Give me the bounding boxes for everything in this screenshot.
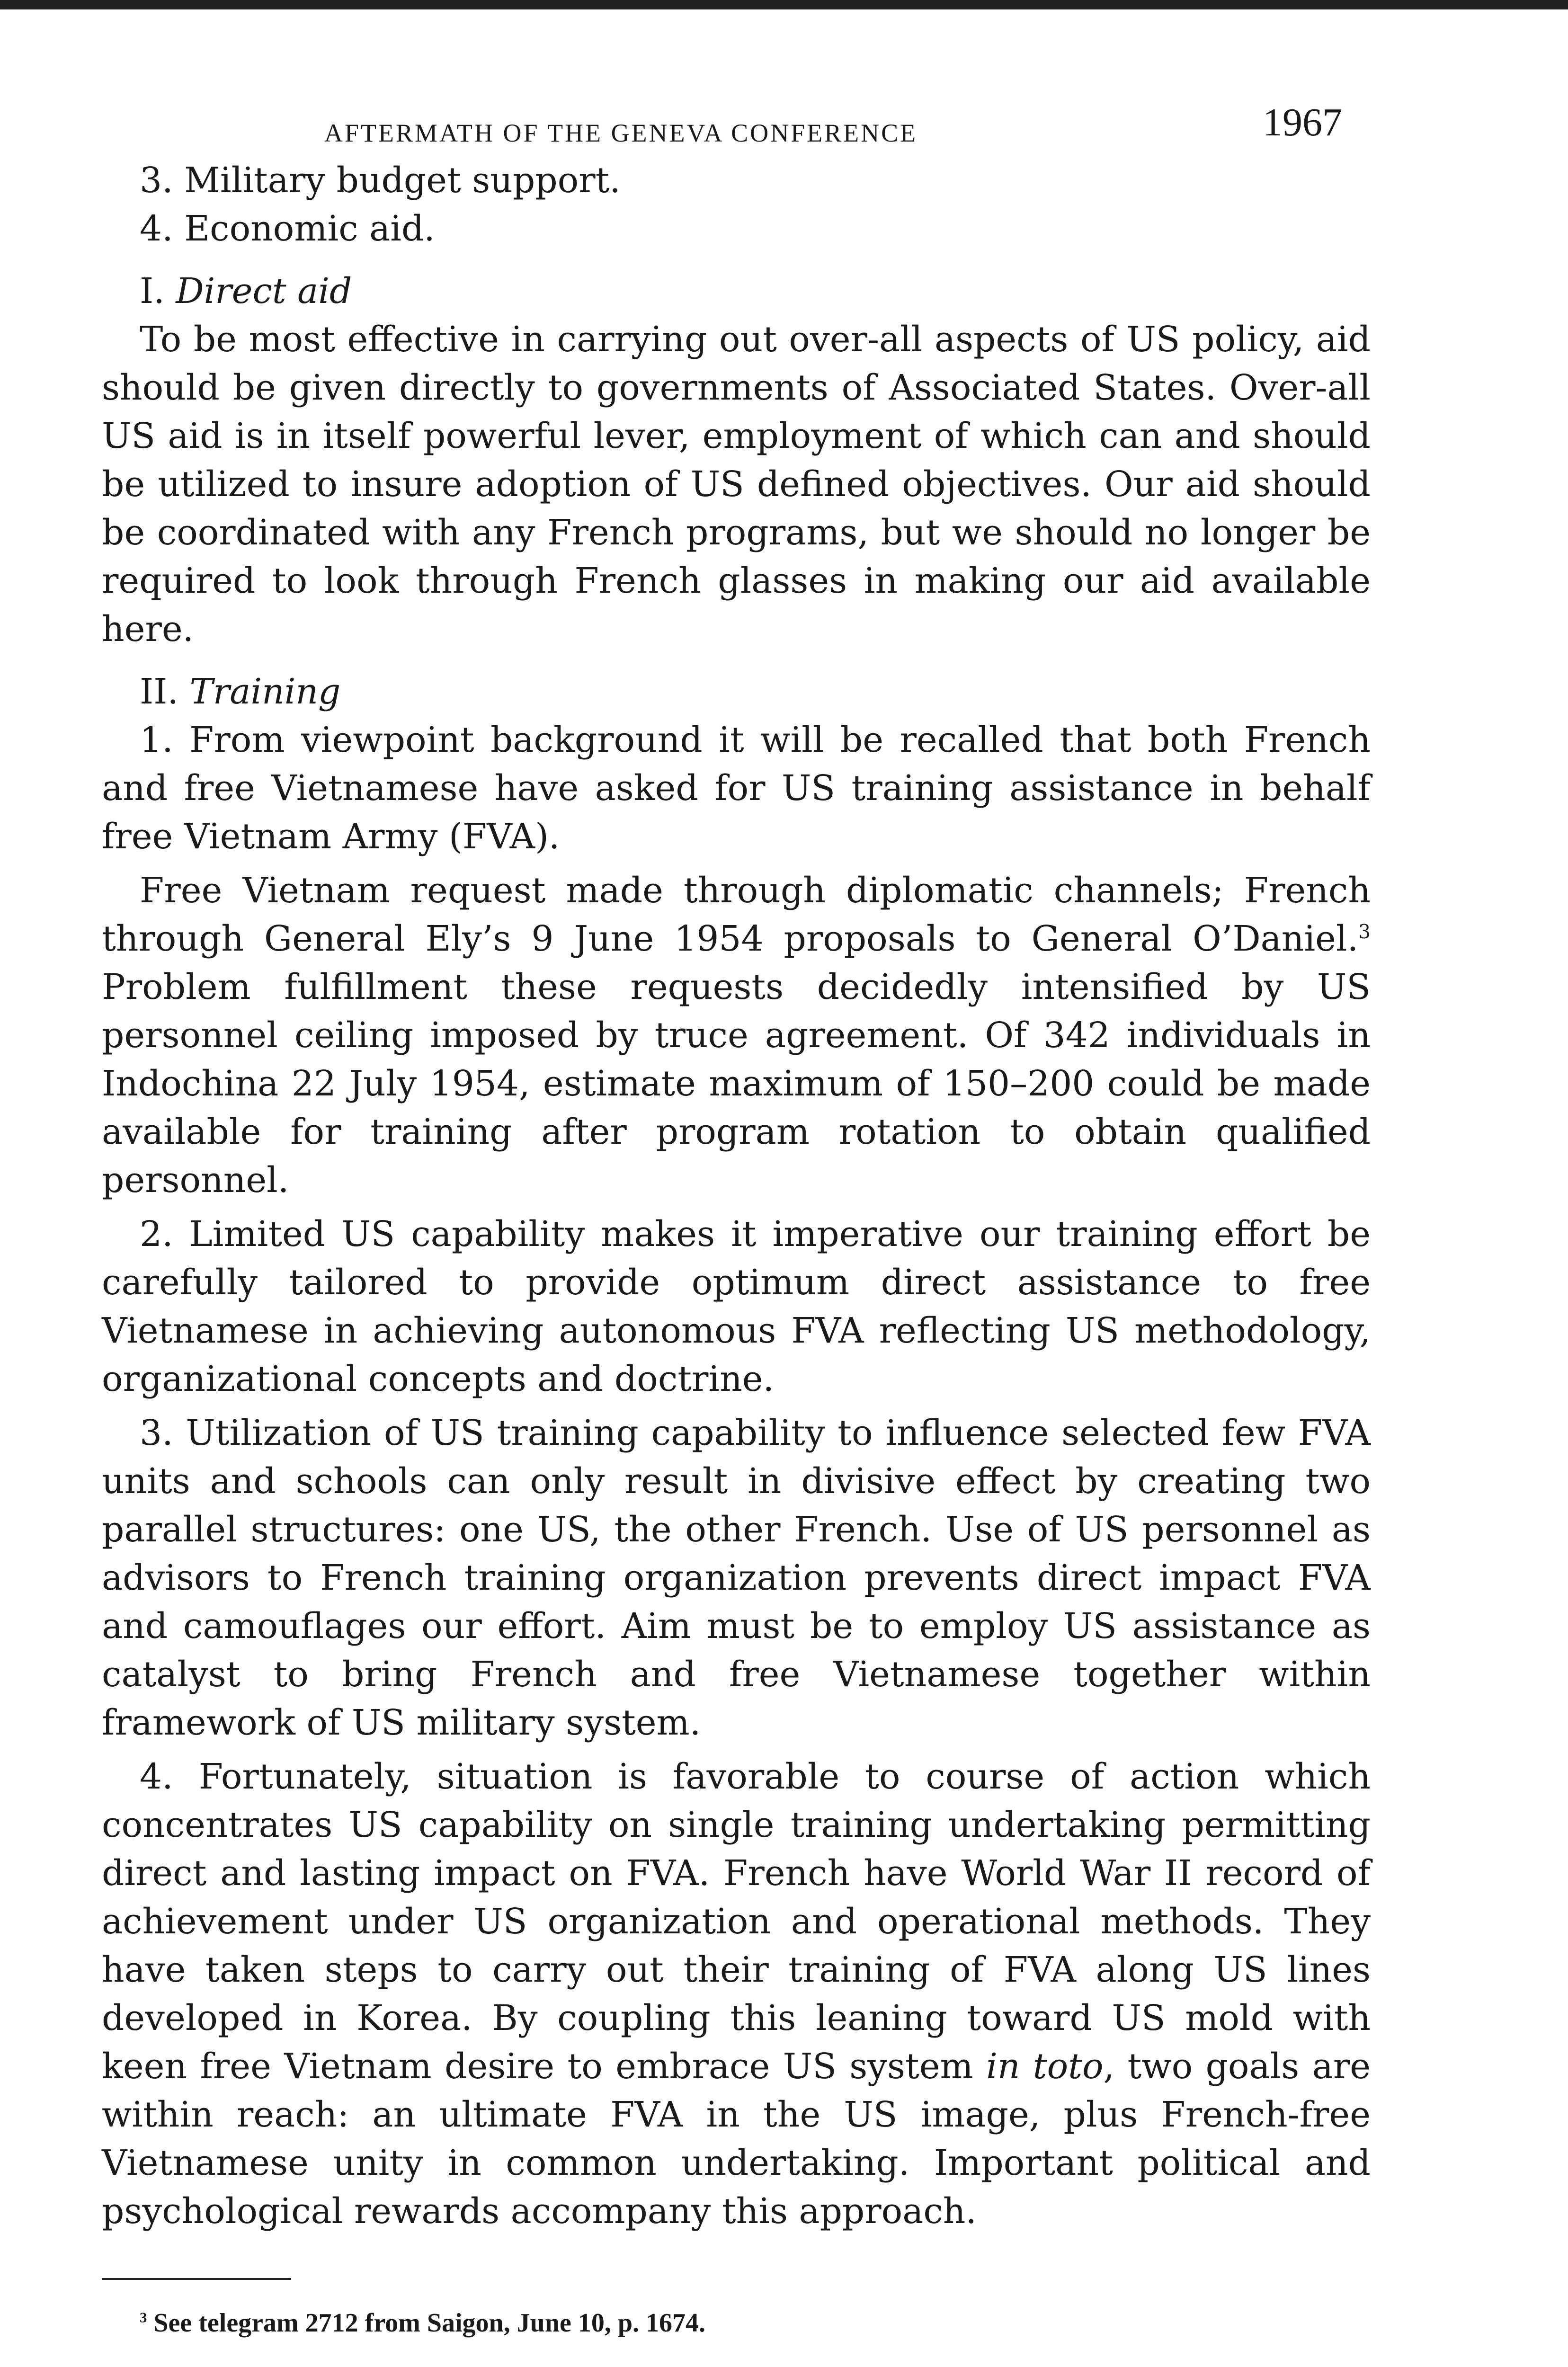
paragraph: To be most effective in carrying out over-all aspects of US policy, aid should be given directly to governments of Associated States. Over-all US aid is in itself powerful lever, employment of which can and should be utilized to insure adoption of US defined objectives. Our aid should be coordinated with any French programs, but we should no longer be required to look through French glasses in making our aid available here. (102, 319, 1371, 650)
paragraph-text: 4. Fortunately, situation is favorable to course of action which concentrates US capability on single training undertaking permitting direct and lasting impact on FVA. French have World War II record of achievement under US organization and operational methods. They have taken steps to carry out their training of FVA along US lines developed in Korea. By coupling this leaning toward US mold with keen free Vietnam desire to embrace US system (102, 1756, 1371, 2087)
section-numeral: I. (140, 271, 165, 311)
body-text (102, 156, 1371, 2347)
document-page (102, 95, 1371, 2347)
section-title: Training (189, 671, 341, 712)
footnote-reference: 3 (1358, 920, 1371, 943)
footnote-marker: 3 (140, 2309, 147, 2326)
page-number: 1967 (1263, 100, 1342, 144)
section-numeral: II. (140, 671, 178, 712)
footnote (140, 2299, 1371, 2347)
section-heading-direct-aid (140, 267, 1371, 315)
paragraph (102, 1753, 1371, 2235)
italic-phrase: in toto (986, 2046, 1104, 2087)
list-item: 4. Economic aid. (140, 208, 435, 249)
paragraph-text: Problem fulfillment these requests decidedly intensified by US personnel ceiling imposed by truce agreement. Of 342 individuals in Indochina 22 July 1954, estimate maximum of 150–200 could be made available for training after program rotation to obtain qualified personnel. (102, 967, 1371, 1201)
paragraph: 1. From viewpoint background it will be recalled that both French and free Vietnamese have asked for US training assistance in behalf free Vietnam Army (FVA). (102, 720, 1371, 857)
footnote-text: See telegram 2712 from Saigon, June 10, p. 1674. (147, 2308, 705, 2338)
top-edge-rule (0, 0, 1568, 9)
paragraph (102, 866, 1371, 1204)
list-item: 3. Military budget support. (140, 160, 621, 201)
section-title: Direct aid (176, 271, 352, 311)
footnote-rule (102, 2278, 291, 2280)
paragraph-text: , two goals are within reach: an ultimate FVA in the US image, plus French-free Vietnamese unity in common undertaking. Important political and psychological rewards accompany this approach. (102, 2046, 1371, 2232)
paragraph: 2. Limited US capability makes it imperative our training effort be carefully tailored to provide optimum direct assistance to free Vietnamese in achieving autonomous FVA reflecting US methodology, organizational concepts and doctrine. (102, 1214, 1371, 1399)
section-heading-training (140, 667, 1371, 716)
paragraph-text: Free Vietnam request made through diplomatic channels; French through General Ely’s 9 June 1954 proposals to General O’Daniel. (102, 870, 1371, 959)
running-head (102, 95, 1371, 156)
running-title: AFTERMATH OF THE GENEVA CONFERENCE (324, 119, 918, 147)
paragraph: 3. Utilization of US training capability to influence selected few FVA units and schools can only result in divisive effect by creating two parallel structures: one US, the other French. Use of US personnel as advisors to French training organization prevents direct impact FVA and camouflages our effort. Aim must be to employ US assistance as catalyst to bring French and free Vietnamese together within framework of US military system. (102, 1413, 1371, 1743)
